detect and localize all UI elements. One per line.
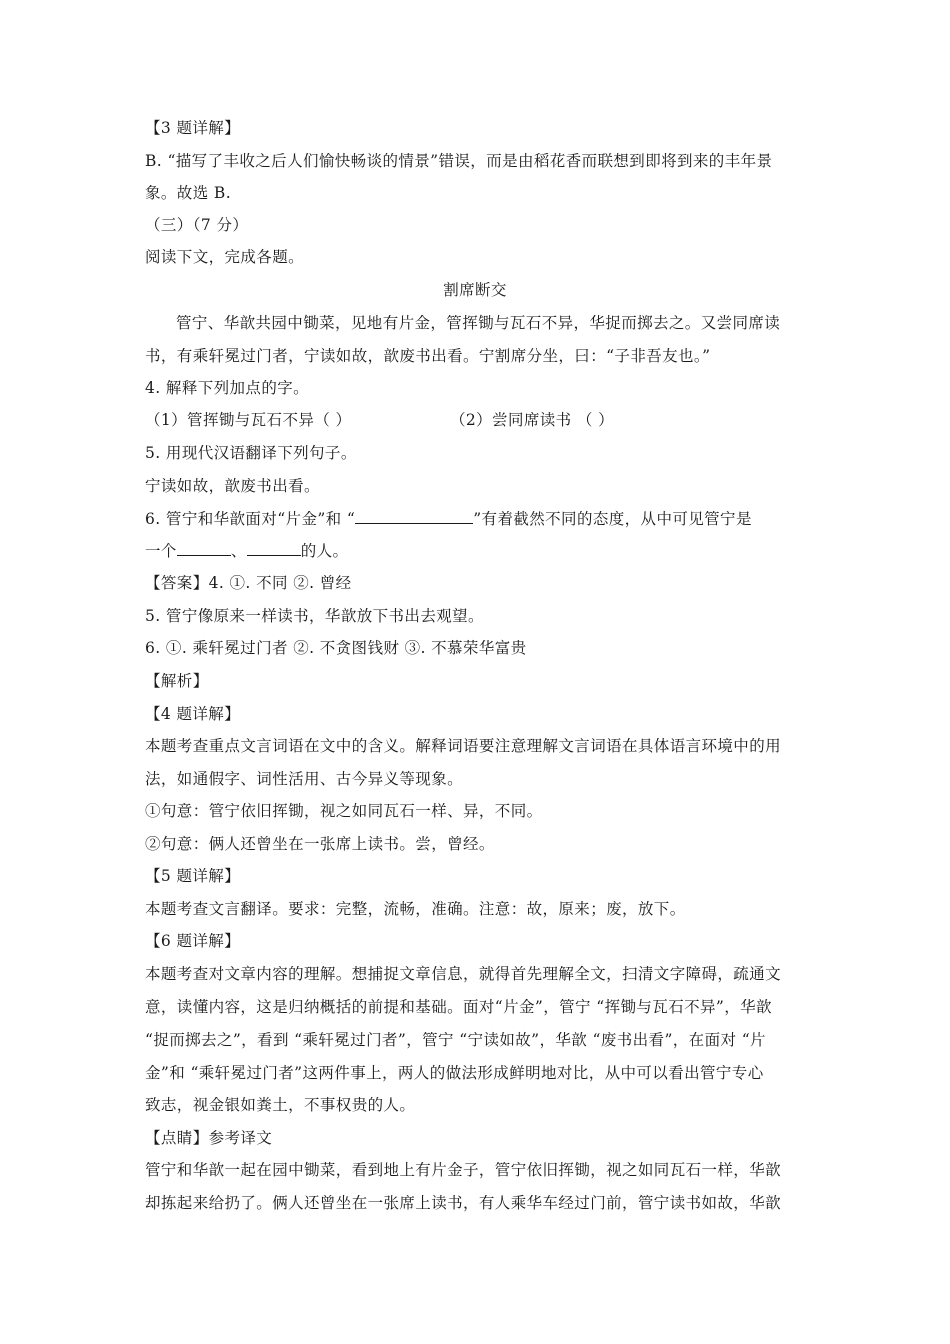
translation-line: 管宁和华歆一起在园中锄菜，看到地上有片金子，管宁依旧挥锄，视之如同瓦石一样，华歆: [145, 1161, 782, 1179]
question-6-text-b: ”有着截然不同的态度，从中可见管宁是: [473, 510, 752, 528]
question-4: 4. 解释下列加点的字。: [145, 379, 310, 397]
instruction-line: 阅读下文，完成各题。: [145, 248, 305, 266]
translation-line: 却拣起来给扔了。俩人还曾坐在一张席上读书，有人乘华车经过门前，管宁读书如故，华歆: [145, 1194, 782, 1212]
paragraph-line: 金”和 “乘轩冕过门者”这两件事上，两人的做法形成鲜明地对比，从中可以看出管宁专心: [145, 1064, 764, 1082]
paragraph-line: 意，读懂内容，这是归纳概括的前提和基础。面对“片金”，管宁 “挥锄与瓦石不异”，华歆: [145, 998, 772, 1016]
question-6: [145, 509, 752, 529]
paragraph-line: 本题考查对文章内容的理解。想捕捉文章信息，就得首先理解全文，扫清文字障碍，疏通文: [145, 965, 782, 983]
question-6-text-a: 6. 管宁和华歆面对“片金”和 “: [145, 510, 356, 528]
answer-4: 【答案】4. ①. 不同 ②. 曾经: [145, 574, 352, 592]
paragraph-line: 致志，视金银如粪土，不事权贵的人。: [145, 1096, 416, 1114]
question-6-text-e: 的人。: [300, 542, 349, 560]
paragraph-line: 本题考查重点文言词语在文中的含义。解释词语要注意理解文言词语在具体语言环境中的用: [145, 737, 782, 755]
analysis-heading: 【解析】: [145, 672, 209, 690]
section-heading-q3: 【3 题详解】: [145, 119, 241, 137]
fill-blank: [355, 509, 473, 524]
section-heading-q4: 【4 题详解】: [145, 705, 241, 723]
passage-line: 管宁、华歆共园中锄菜，见地有片金，管挥锄与瓦石不异，华捉而掷去之。又尝同席读: [176, 314, 781, 332]
section-heading-q5: 【5 题详解】: [145, 867, 241, 885]
question-4-item-1: （1）管挥锄与瓦石不异（ ）: [145, 411, 352, 429]
question-5-sentence: 宁读如故，歆废书出看。: [145, 477, 320, 495]
section-label: （三）（7 分）: [145, 216, 249, 234]
question-5: 5. 用现代汉语翻译下列句子。: [145, 444, 357, 462]
question-4-item-2: （2）尝同席读书 （ ）: [450, 411, 615, 429]
paragraph-line: ①句意：管宁依旧挥锄，视之如同瓦石一样、异，不同。: [145, 802, 543, 820]
answer-5: 5. 管宁像原来一样读书，华歆放下书出去观望。: [145, 607, 484, 625]
paragraph-line: ②句意：俩人还曾坐在一张席上读书。尝，曾经。: [145, 835, 495, 853]
section-heading-q6: 【6 题详解】: [145, 932, 241, 950]
paragraph-line: 本题考查文言翻译。要求：完整，流畅，准确。注意：故，原来；废，放下。: [145, 900, 686, 918]
question-6-text-c: 一个: [145, 542, 177, 560]
paragraph-line: 象。故选 B.: [145, 184, 232, 202]
passage-line: 书，有乘轩冕过门者，宁读如故，歆废书出看。宁割席分坐，曰：“子非吾友也。”: [145, 347, 711, 365]
key-point-heading: 【点睛】参考译文: [145, 1129, 273, 1147]
fill-blank: [177, 541, 231, 556]
paragraph-line: “捉而掷去之”，看到 “乘轩冕过门者”，管宁 “宁读如故”，华歆 “废书出看”，在面对 “片: [145, 1031, 766, 1049]
paragraph-line: B. “描写了丰收之后人们愉快畅谈的情景”错误，而是由稻花香而联想到即将到来的丰年景: [145, 152, 773, 170]
paragraph-line: 法，如通假字、词性活用、古今异义等现象。: [145, 770, 464, 788]
question-6-text-d: 、: [230, 542, 247, 560]
fill-blank: [247, 541, 301, 556]
answer-6: 6. ①. 乘轩冕过门者 ②. 不贪图钱财 ③. 不慕荣华富贵: [145, 639, 527, 657]
passage-title: 割席断交: [443, 281, 507, 299]
question-6-cont: [145, 541, 348, 561]
